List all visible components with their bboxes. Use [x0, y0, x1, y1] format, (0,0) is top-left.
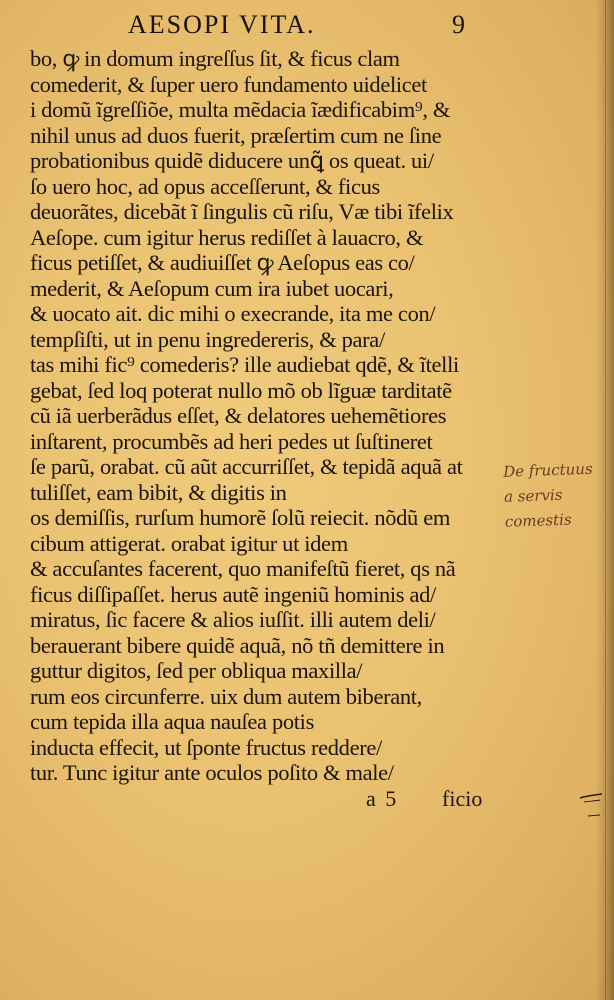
text-line: miratus, ſic facere & alios iuſſit. illi autem deli/ [30, 607, 436, 632]
text-line: bo, ꝙ in domum ingreſſus ſit, & ficus clam [30, 46, 400, 71]
marginal-note-line: De fructuus [502, 459, 593, 481]
text-line: probationibus quidẽ diducere unꝗ̃ os queat. ui/ [30, 148, 434, 173]
catchword: ficio [442, 786, 483, 811]
running-head: AESOPI VITA. [128, 10, 316, 39]
text-line: guttur digitos, ſed per obliqua maxilla/ [30, 658, 363, 683]
text-line: comederit, & ſuper uero fundamento uidelicet [30, 71, 427, 97]
text-line: cũ iã uerberãdus eſſet, & delatores uehemẽtiores [30, 403, 447, 428]
text-block [30, 46, 500, 786]
text-line: tuliſſet, eam bibit, & digitis in [30, 479, 287, 505]
text-line: Aeſope. cum igitur herus rediſſet à lauacro, & [30, 224, 424, 250]
text-line: os demiſſis, rurſum humorẽ ſolũ reiecit. nõdũ em [30, 505, 450, 530]
text-line: cibum attigerat. orabat igitur ut idem [30, 530, 348, 556]
text-line: inducta effecit, ut ſponte fructus reddere/ [30, 734, 382, 760]
folio-number: 9 [452, 10, 465, 39]
text-line: tur. Tunc igitur ante oculos poſito & male/ [30, 760, 394, 785]
text-line: mederit, & Aeſopum cum ira iubet uocari, [30, 275, 394, 301]
text-line: & accuſantes facerent, quo manifeſtũ fieret, qs nã [30, 556, 456, 581]
text-line: ſe parũ, orabat. cũ aũt accurriſſet, & tepidã aquã at [30, 454, 463, 479]
text-line: nihil unus ad duos fuerit, præſertim cum ne ſine [30, 122, 442, 148]
text-line: inſtarent, procumbẽs ad heri pedes ut ſuſtineret [30, 428, 433, 454]
ink-marks-icon [578, 786, 604, 826]
text-line: & uocato ait. dic mihi o execrande, ita me con/ [30, 301, 436, 326]
text-line: berauerant bibere quidẽ aquã, nõ tñ demittere in [30, 632, 445, 658]
marginal-note-line: a servis [503, 485, 563, 506]
text-line: ſo uero hoc, ad opus acceſſerunt, & ficus [30, 173, 380, 199]
text-line: tempſiſti, ut in penu ingredereris, & para/ [30, 326, 385, 352]
text-line: tas mihi fic⁹ comederis? ille audiebat qdẽ, & ĩtelli [30, 352, 459, 377]
text-line: rum eos circunferre. uix dum autem biberant, [30, 683, 422, 709]
text-line: ficus petiſſet, & audiuiſſet ꝙ Aeſopus eas co/ [30, 250, 415, 275]
handwritten-marginal-note [503, 456, 610, 535]
text-line: ficus diſſipaſſet. herus autẽ ingeniũ hominis ad/ [30, 581, 436, 607]
text-line: deuorãtes, dicebãt ĩ ſingulis cũ riſu, Væ tibi ĩfelix [30, 199, 454, 224]
signature-mark: a 5 [366, 786, 397, 811]
text-line: gebat, ſed loq poterat nullo mõ ob lĩguæ tarditatẽ [30, 377, 452, 403]
text-line: i domũ ĩgreſſiõe, multa mẽdacia ĩædificabim⁹, & [30, 97, 451, 122]
marginal-note-line: comestis [504, 510, 572, 531]
text-line: cum tepida illa aqua nauſea potis [30, 709, 314, 734]
